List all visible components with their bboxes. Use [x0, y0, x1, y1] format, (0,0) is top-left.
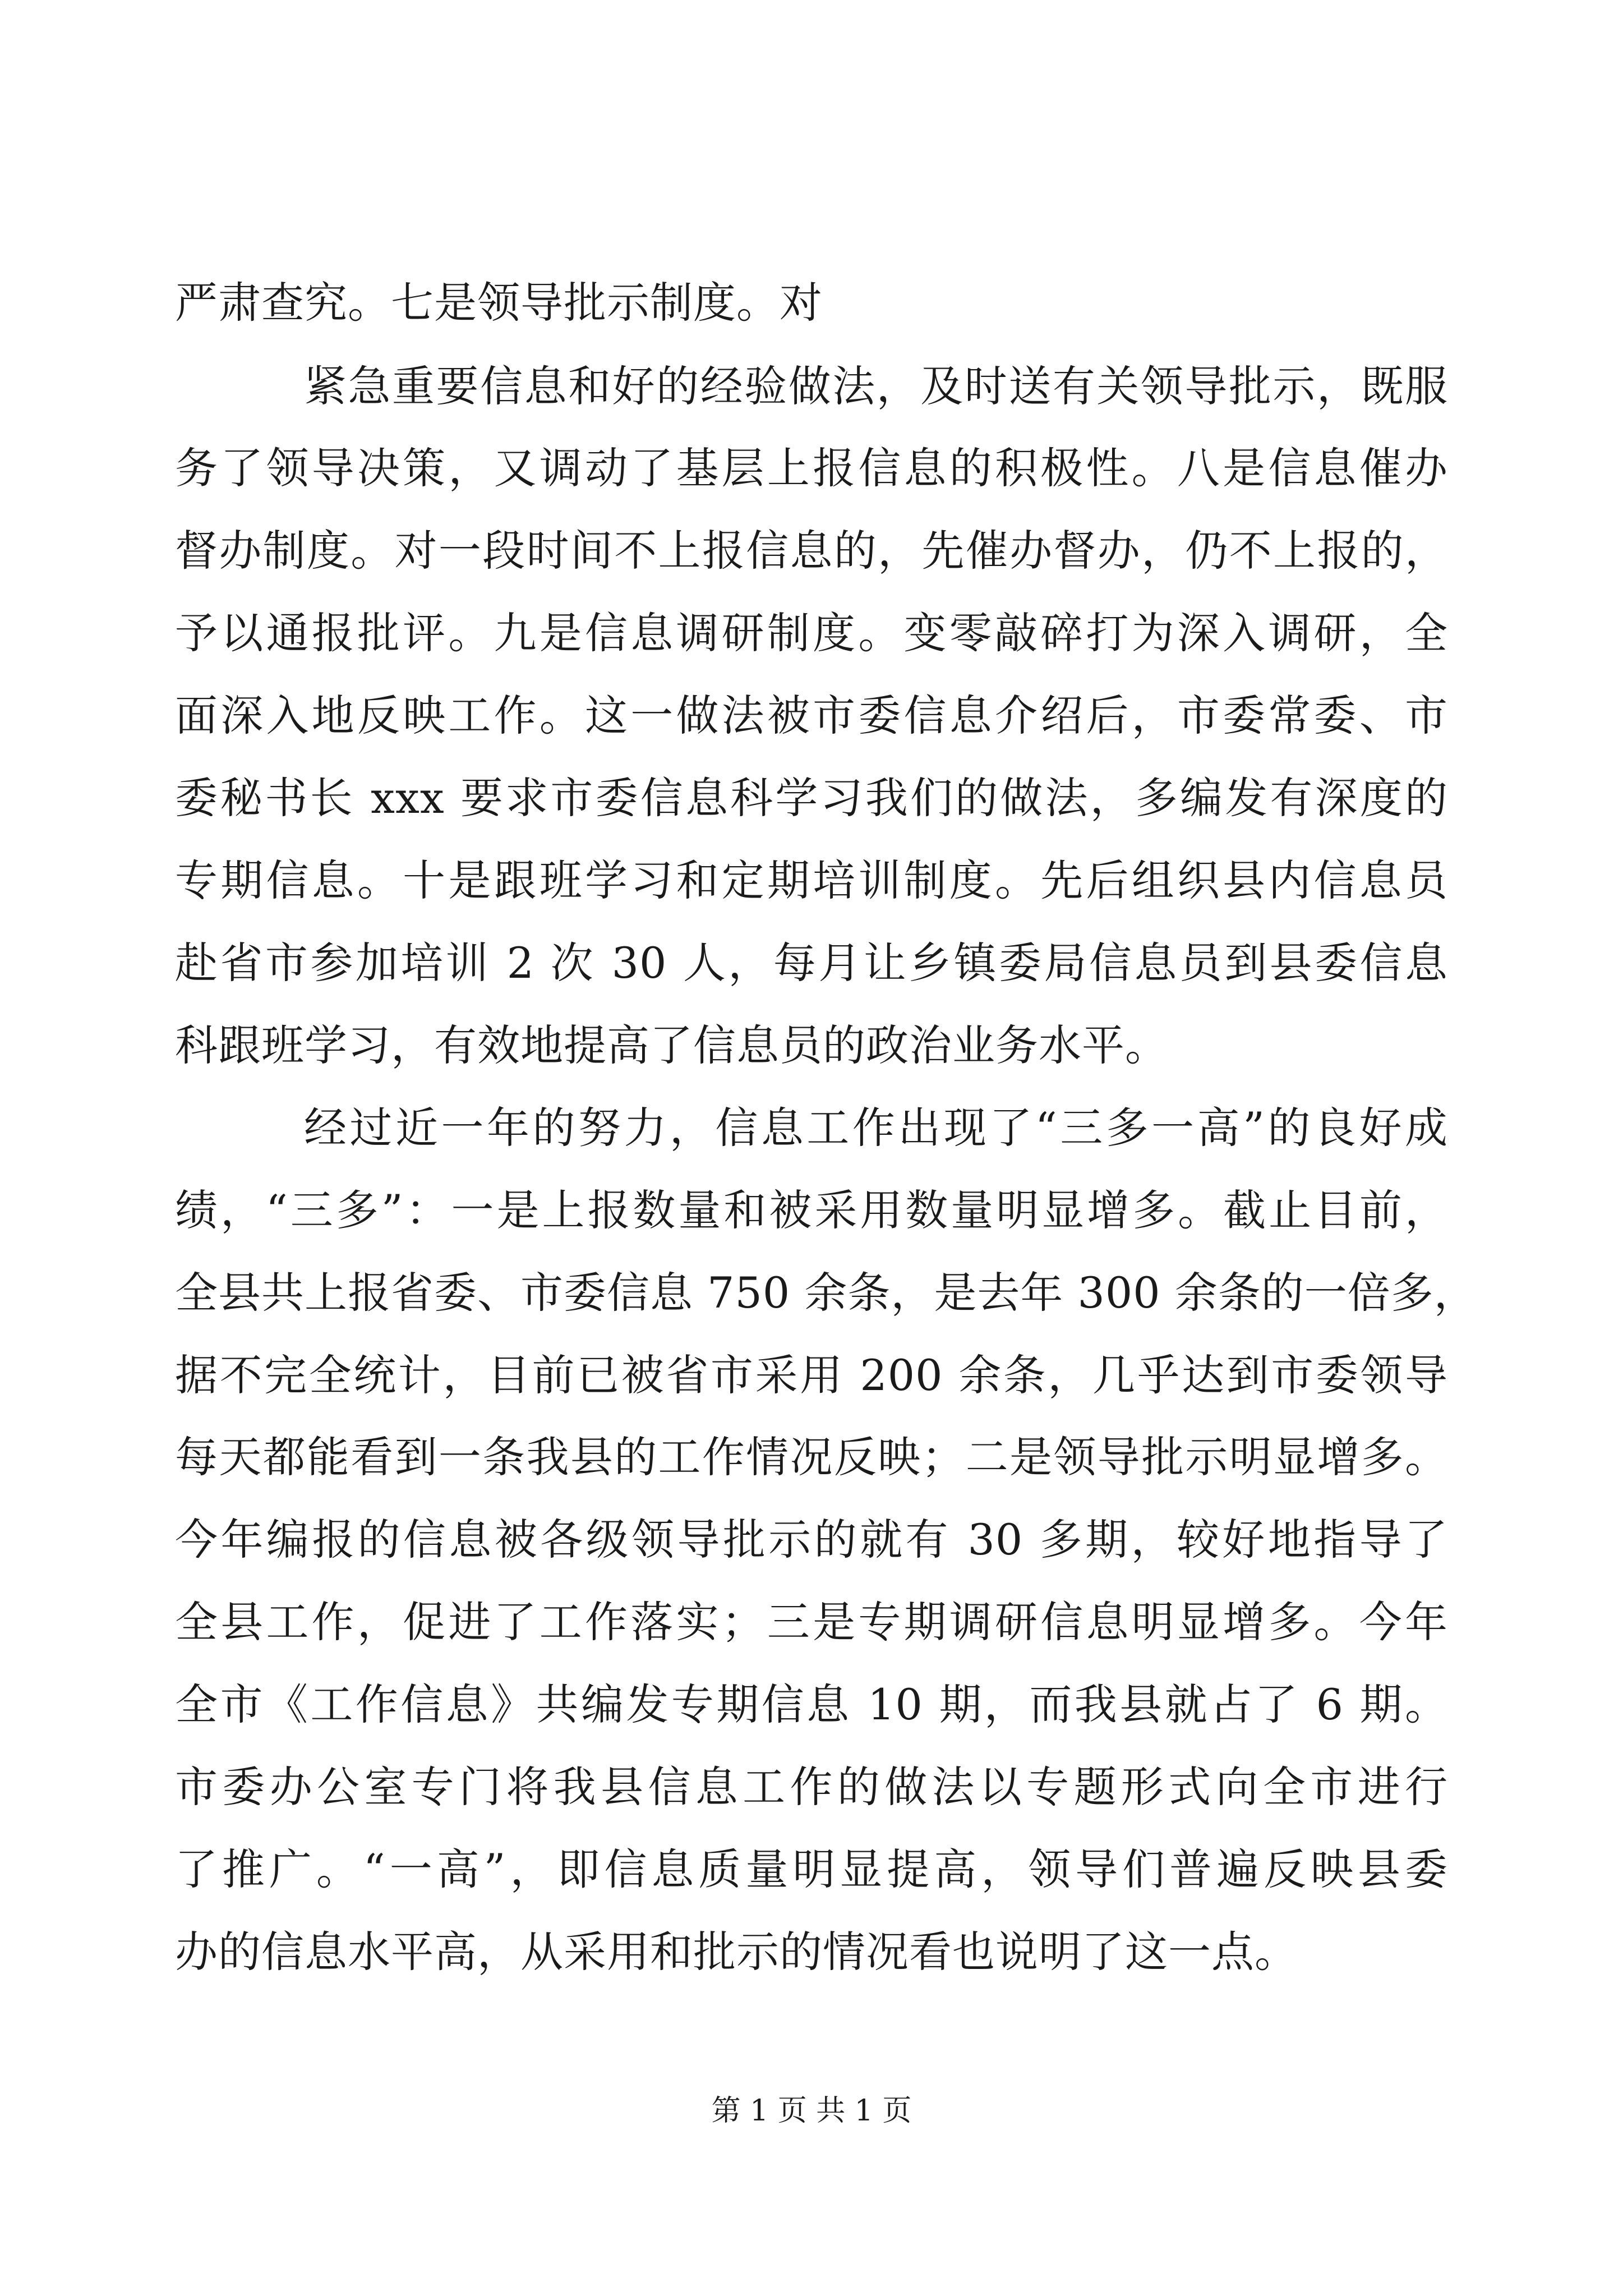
text-line: 予以通报批评。九是信息调研制度。变零敲碎打为深入调研，全 [175, 608, 1448, 658]
text-line: 督办制度。对一段时间不上报信息的，先催办督办，仍不上报的， [175, 526, 1448, 576]
text-line: 面深入地反映工作。这一做法被市委信息介绍后，市委常委、市 [175, 691, 1448, 740]
text-line: 了推广。“一高”，即信息质量明显提高，领导们普遍反映县委 [175, 1844, 1448, 1894]
text-line: 务了领导决策，又调动了基层上报信息的积极性。八是信息催办 [175, 443, 1448, 493]
text-line: 全市《工作信息》共编发专期信息 10 期，而我县就占了 6 期。 [175, 1680, 1448, 1729]
text-line: 专期信息。十是跟班学习和定期培训制度。先后组织县内信息员 [175, 855, 1448, 905]
text-line: 委秘书长 xxx 要求市委信息科学习我们的做法，多编发有深度的 [175, 773, 1448, 823]
page-number-footer: 第 1 页 共 1 页 [711, 2094, 912, 2128]
text-line: 全县工作，促进了工作落实；三是专期调研信息明显增多。今年 [175, 1597, 1448, 1647]
text-line: 绩，“三多”：一是上报数量和被采用数量明显增多。截止目前， [175, 1185, 1448, 1235]
text-line: 严肃查究。七是领导批示制度。对 [175, 278, 823, 328]
text-line: 赴省市参加培训 2 次 30 人，每月让乡镇委局信息员到县委信息 [175, 938, 1448, 988]
text-line: 全县共上报省委、市委信息 750 余条，是去年 300 余条的一倍多， [175, 1268, 1477, 1318]
text-line: 今年编报的信息被各级领导批示的就有 30 多期，较好地指导了 [175, 1515, 1448, 1565]
text-line: 每天都能看到一条我县的工作情况反映；二是领导批示明显增多。 [175, 1432, 1448, 1482]
text-line: 市委办公室专门将我县信息工作的做法以专题形式向全市进行 [175, 1762, 1448, 1812]
paragraph-start-line: 紧急重要信息和好的经验做法，及时送有关领导批示，既服 [304, 361, 1448, 411]
text-line: 办的信息水平高，从采用和批示的情况看也说明了这一点。 [175, 1927, 1298, 1977]
text-line: 科跟班学习，有效地提高了信息员的政治业务水平。 [175, 1020, 1168, 1070]
paragraph-start-line: 经过近一年的努力，信息工作出现了“三多一高”的良好成 [304, 1103, 1448, 1153]
text-line: 据不完全统计，目前已被省市采用 200 余条，几乎达到市委领导 [175, 1350, 1448, 1400]
